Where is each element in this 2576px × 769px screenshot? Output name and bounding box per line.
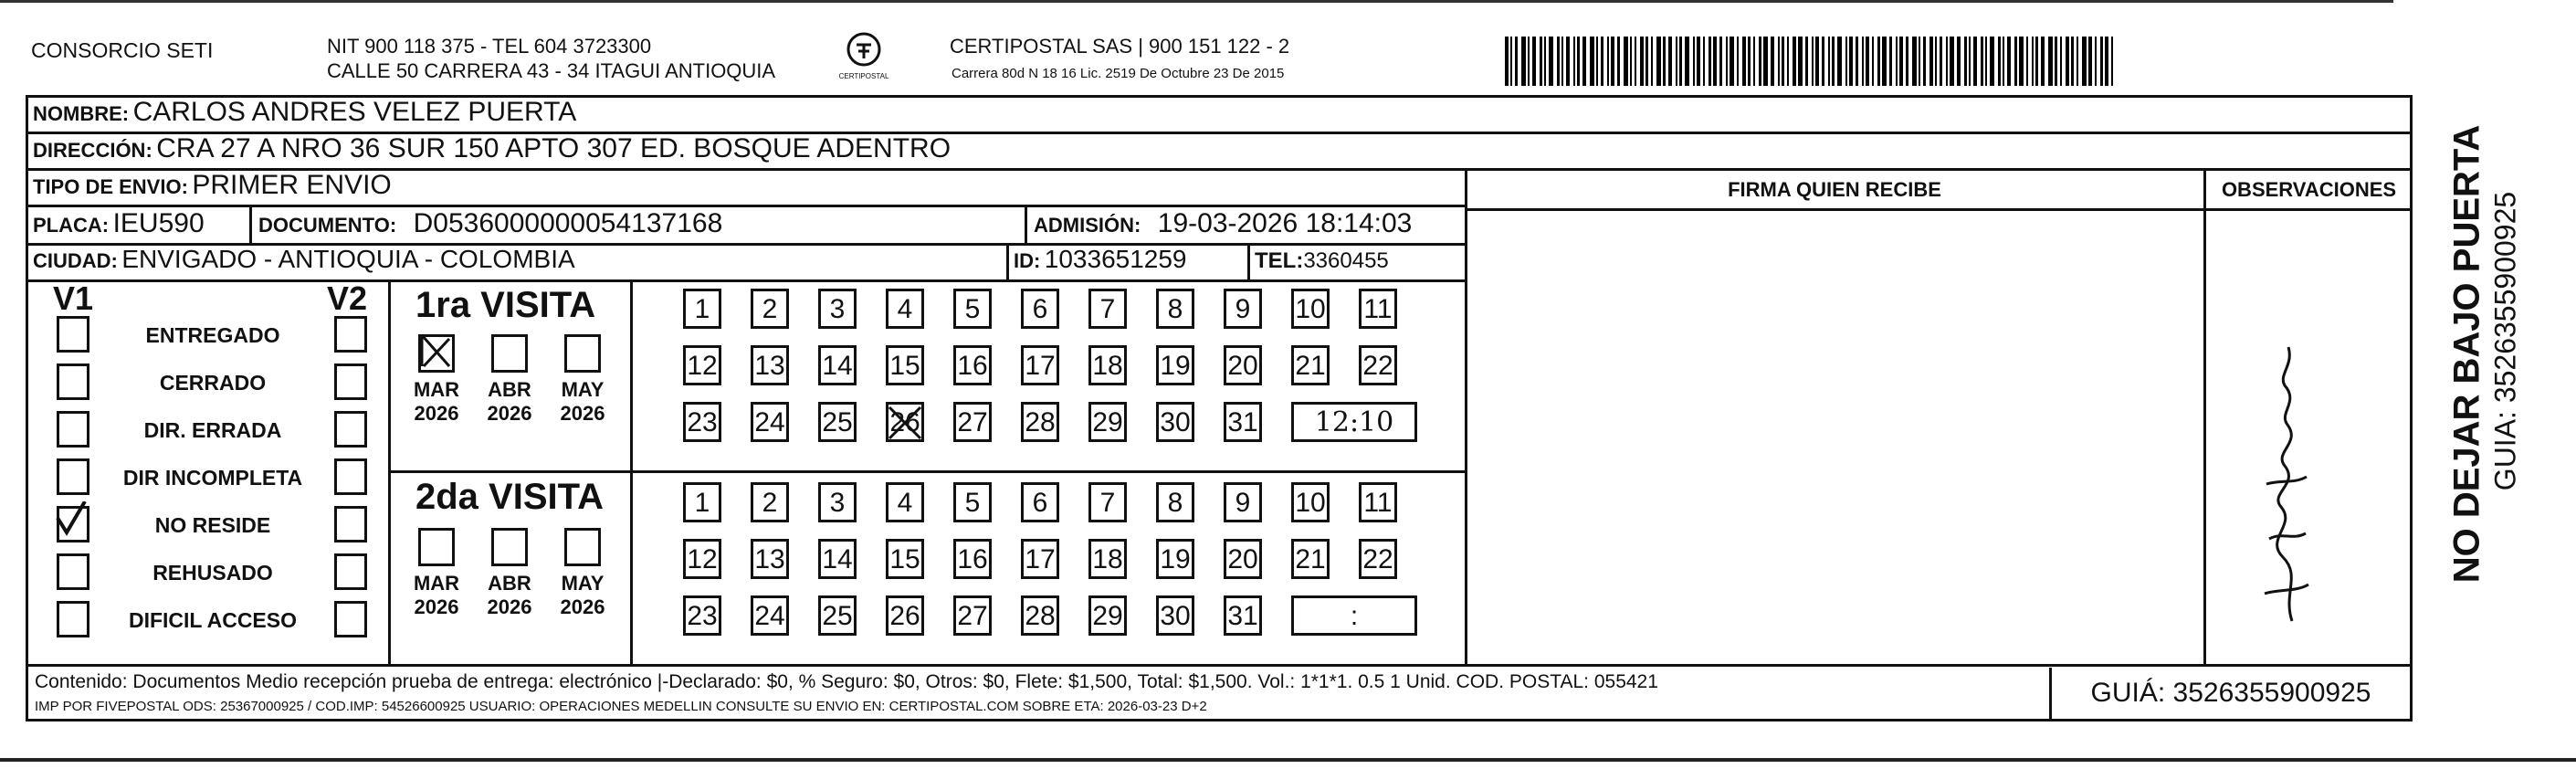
guia-box-text: GUIÁ: 3526355900925: [2090, 678, 2371, 708]
day-box[interactable]: 2: [751, 482, 789, 522]
day-box[interactable]: 16: [953, 345, 992, 385]
certipostal-line: CERTIPOSTAL SAS | 900 151 122 - 2: [950, 35, 1290, 58]
day-box[interactable]: 12: [683, 539, 721, 579]
day-box[interactable]: 15: [886, 539, 924, 579]
cell-divider: [1247, 245, 1250, 281]
day-box[interactable]: 30: [1156, 595, 1194, 636]
city-value: ENVIGADO - ANTIOQUIA - COLOMBIA: [121, 245, 575, 273]
document-label: DOCUMENTO:: [258, 214, 397, 237]
v2-label: V2: [327, 279, 368, 317]
month-label: [405, 572, 468, 619]
cell-divider: [249, 206, 252, 243]
time-box[interactable]: :: [1291, 595, 1417, 636]
v2-checkbox[interactable]: [334, 506, 367, 543]
side-text: [2422, 91, 2522, 658]
day-box[interactable]: 7: [1088, 482, 1127, 522]
day-box[interactable]: 30: [1156, 402, 1194, 442]
day-box[interactable]: 5: [953, 289, 992, 329]
content-line: Contenido: Documentos Medio recepción prueba de entrega: electrónico |-Declarado: $0, % Seguro: $0, Otros: $0, Flete: $1,500, Total: $1,500. Vol.: 1*1*1. 0.5 1 Unid. COD. POSTAL: 055421: [35, 671, 1658, 692]
city-row: [33, 245, 575, 274]
month-name: MAY: [561, 378, 605, 401]
month-year: 2026: [560, 595, 605, 618]
signature-header: FIRMA QUIEN RECIBE: [1728, 178, 1941, 201]
cell-divider: [1025, 206, 1027, 243]
month-year: 2026: [560, 402, 605, 425]
row-line: [26, 664, 2413, 667]
day-box[interactable]: 29: [1088, 595, 1127, 636]
day-box[interactable]: 31: [1224, 402, 1262, 442]
admission-row: [1034, 208, 1412, 239]
month-checkbox[interactable]: [418, 334, 455, 373]
day-box[interactable]: 14: [818, 539, 857, 579]
day-box[interactable]: 25: [818, 595, 857, 636]
day-box[interactable]: 21: [1291, 345, 1330, 385]
day-box[interactable]: 12: [683, 345, 721, 385]
certipostal-logo: CERTIPOSTAL: [831, 31, 897, 90]
day-box[interactable]: 10: [1291, 289, 1330, 329]
day-box[interactable]: 22: [1359, 539, 1397, 579]
address-label: DIRECCIÓN:: [33, 139, 152, 162]
month-checkbox[interactable]: [564, 334, 601, 373]
plate-label: PLACA:: [33, 214, 110, 237]
day-box[interactable]: 18: [1088, 539, 1127, 579]
day-box[interactable]: 13: [751, 539, 789, 579]
signature-area: [1467, 211, 2203, 664]
day-box[interactable]: 11: [1359, 289, 1397, 329]
month-label: [551, 378, 615, 426]
scan-top-edge: [0, 0, 2393, 3]
visit-divider-horizontal: [388, 470, 1466, 473]
name-row: [33, 97, 576, 128]
v2-checkbox[interactable]: [334, 316, 367, 353]
first-visit-label: 1ra VISITA: [415, 285, 596, 325]
day-box[interactable]: 24: [751, 402, 789, 442]
nit-line: NIT 900 118 375 - TEL 604 3723300: [327, 35, 652, 58]
check-mark-icon: [418, 332, 455, 370]
month-checkbox[interactable]: [418, 528, 455, 566]
day-mark-icon: [886, 402, 924, 447]
tel-label: TEL:: [1255, 248, 1304, 273]
day-box[interactable]: 15: [886, 345, 924, 385]
month-label: [478, 572, 541, 619]
day-box[interactable]: 19: [1156, 345, 1194, 385]
day-box[interactable]: 16: [953, 539, 992, 579]
day-box[interactable]: 22: [1359, 345, 1397, 385]
plate-value: IEU590: [112, 208, 205, 238]
month-name: ABR: [488, 378, 531, 401]
day-box[interactable]: 20: [1224, 539, 1262, 579]
day-box[interactable]: 9: [1224, 482, 1262, 522]
month-label: [478, 378, 541, 426]
day-box[interactable]: 14: [818, 345, 857, 385]
send-type-row: [33, 170, 392, 201]
day-box[interactable]: 1: [683, 289, 721, 329]
document-value: D0536000000054137168: [413, 208, 723, 238]
observations-header: OBSERVACIONES: [2221, 178, 2397, 201]
day-box[interactable]: 11: [1359, 482, 1397, 522]
second-visit-label: 2da VISITA: [415, 477, 604, 517]
recipient-address: CRA 27 A NRO 36 SUR 150 APTO 307 ED. BOSQUE ADENTRO: [156, 133, 952, 163]
observations-divider: [2203, 168, 2206, 665]
day-box[interactable]: 25: [818, 402, 857, 442]
address-row: [33, 133, 951, 164]
status-label: NO RESIDE: [154, 513, 271, 537]
day-box[interactable]: 27: [953, 595, 992, 636]
month-checkbox[interactable]: [491, 334, 528, 373]
day-box[interactable]: 17: [1021, 539, 1059, 579]
day-box[interactable]: 26: [886, 402, 924, 442]
day-box[interactable]: 4: [886, 289, 924, 329]
day-box[interactable]: 17: [1021, 345, 1059, 385]
admission-value: 19-03-2026 18:14:03: [1157, 208, 1413, 238]
id-value: 1033651259: [1044, 245, 1187, 273]
name-label: NOMBRE:: [33, 102, 130, 125]
scan-bottom-edge: [0, 758, 2576, 762]
day-box[interactable]: 9: [1224, 289, 1262, 329]
plate-row: [33, 208, 205, 239]
month-year: 2026: [414, 402, 459, 425]
status-label: DIR INCOMPLETA: [122, 466, 303, 490]
admission-label: ADMISIÓN:: [1034, 214, 1141, 237]
tel-row: [1255, 248, 1389, 274]
day-box[interactable]: 26: [886, 595, 924, 636]
day-box[interactable]: 24: [751, 595, 789, 636]
barcode: [1505, 37, 2223, 86]
month-year: 2026: [487, 402, 532, 425]
send-type-label: TIPO DE ENVIO:: [33, 175, 188, 198]
status-label: DIFICIL ACCESO: [128, 608, 297, 632]
month-year: 2026: [487, 595, 532, 618]
day-box[interactable]: 23: [683, 402, 721, 442]
day-box[interactable]: 31: [1224, 595, 1262, 636]
day-box[interactable]: 23: [683, 595, 721, 636]
address-line: CALLE 50 CARRERA 43 - 34 ITAGUI ANTIOQUIA: [327, 59, 776, 82]
side-guia-text: GUIA: 3526355900925: [2488, 191, 2522, 491]
status-label: CERRADO: [159, 371, 267, 395]
day-box[interactable]: 4: [886, 482, 924, 522]
day-box[interactable]: 5: [953, 482, 992, 522]
guia-box: [2049, 668, 2410, 719]
day-box[interactable]: 3: [818, 482, 857, 522]
day-box[interactable]: 29: [1088, 402, 1127, 442]
day-box[interactable]: 21: [1291, 539, 1330, 579]
recipient-name: CARLOS ANDRES VELEZ PUERTA: [132, 97, 577, 127]
handwritten-signature: [2228, 329, 2329, 630]
month-label: [551, 572, 615, 619]
v1-label: V1: [53, 279, 94, 317]
v2-checkbox[interactable]: [334, 601, 367, 637]
month-label: [405, 378, 468, 426]
no-dejar-text: NO DEJAR BAJO PUERTA: [2446, 124, 2487, 584]
month-name: MAR: [413, 572, 460, 595]
day-box[interactable]: 13: [751, 345, 789, 385]
day-box[interactable]: 28: [1021, 595, 1059, 636]
license-line: Carrera 80d N 18 16 Lic. 2519 De Octubre 23 De 2015: [952, 66, 1285, 81]
status-label: ENTREGADO: [145, 323, 280, 347]
id-row: [1014, 245, 1187, 274]
day-box[interactable]: 6: [1021, 289, 1059, 329]
id-label: ID:: [1014, 249, 1041, 272]
row-line: [26, 205, 1465, 207]
status-label: REHUSADO: [152, 561, 273, 585]
month-year: 2026: [414, 595, 459, 618]
day-box[interactable]: 2: [751, 289, 789, 329]
time-box[interactable]: 12:10: [1291, 402, 1417, 442]
v2-checkbox[interactable]: [334, 458, 367, 495]
day-box[interactable]: 8: [1156, 289, 1194, 329]
send-type: PRIMER ENVIO: [192, 170, 392, 200]
month-checkbox[interactable]: [491, 528, 528, 566]
day-box[interactable]: 27: [953, 402, 992, 442]
day-box[interactable]: 18: [1088, 345, 1127, 385]
month-name: MAY: [561, 572, 605, 595]
day-box[interactable]: 19: [1156, 539, 1194, 579]
imp-line: IMP POR FIVEPOSTAL ODS: 25367000925 / COD.IMP: 54526600925 USUARIO: OPERACIONES MEDELLIN CONSULTE SU ENVIO EN: CERTIPOSTAL.COM SOBRE ETA: 2026-03-23 D+2: [35, 699, 1207, 714]
v2-checkbox[interactable]: [334, 363, 367, 400]
day-box[interactable]: 28: [1021, 402, 1059, 442]
day-box[interactable]: 20: [1224, 345, 1262, 385]
day-box[interactable]: 6: [1021, 482, 1059, 522]
day-box[interactable]: 3: [818, 289, 857, 329]
cell-divider: [1006, 245, 1009, 281]
document-row: [258, 208, 722, 239]
day-box[interactable]: 1: [683, 482, 721, 522]
day-box[interactable]: 10: [1291, 482, 1330, 522]
company-name: CONSORCIO SETI: [31, 38, 214, 62]
month-checkbox[interactable]: [564, 528, 601, 566]
day-box[interactable]: 7: [1088, 289, 1127, 329]
tel-value: 3360455: [1303, 248, 1389, 273]
v2-checkbox[interactable]: [334, 553, 367, 590]
city-label: CIUDAD:: [33, 249, 118, 272]
v2-checkbox[interactable]: [334, 411, 367, 448]
status-label: DIR. ERRADA: [143, 418, 282, 442]
month-name: MAR: [413, 378, 460, 401]
month-name: ABR: [488, 572, 531, 595]
day-box[interactable]: 8: [1156, 482, 1194, 522]
